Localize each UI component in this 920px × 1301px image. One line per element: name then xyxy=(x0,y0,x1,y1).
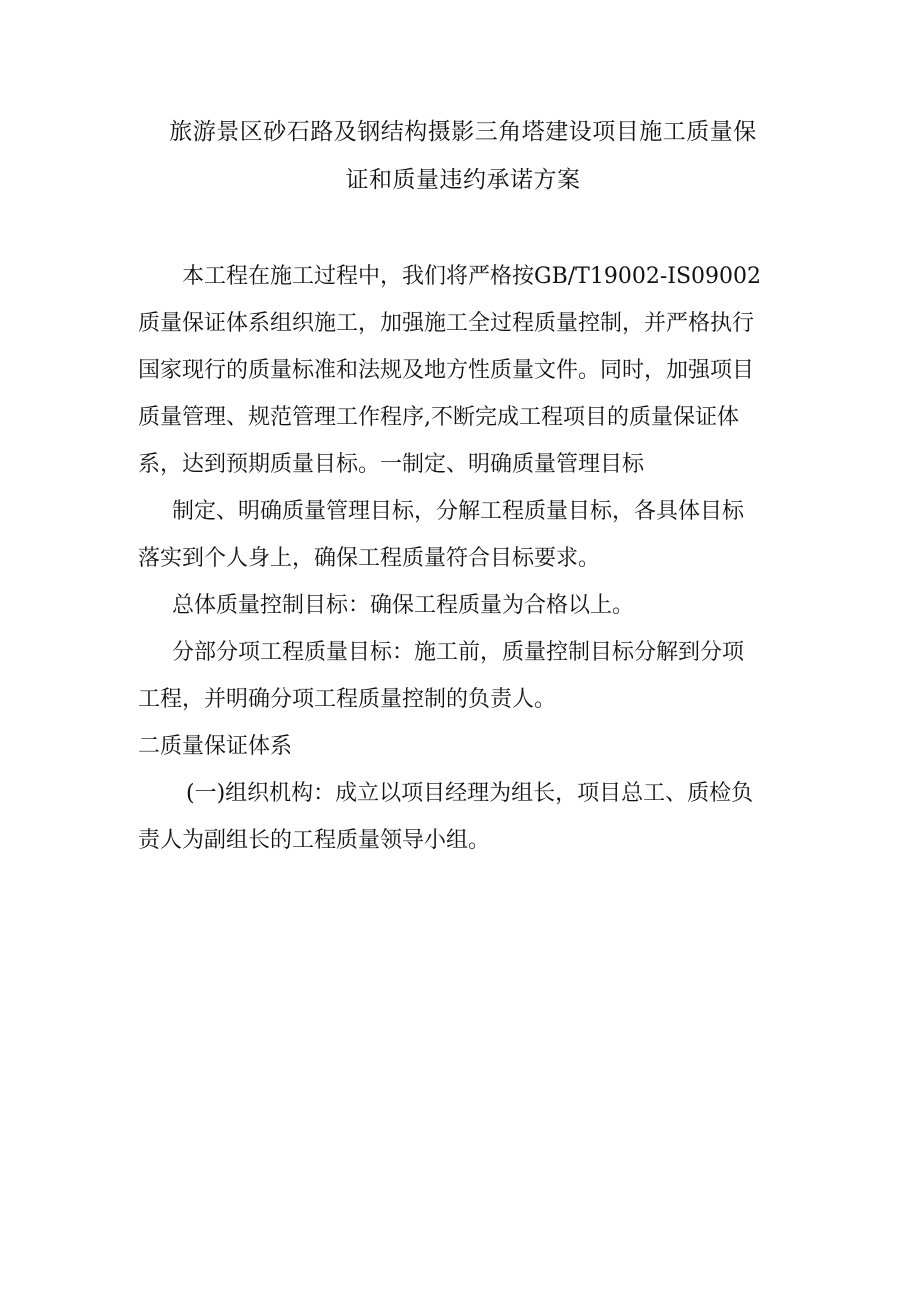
paragraph-line: 责人为副组长的工程质量领导小组。 xyxy=(138,828,491,853)
title-line-2: 证和质量违约承诺方案 xyxy=(345,167,581,193)
paragraph-quality-goals xyxy=(138,488,788,582)
paragraph-line: 国家现行的质量标准和法规及地方性质量文件。同时，加强项目 xyxy=(138,358,755,383)
paragraph-line: (一)组织机构：成立以项目经理为组长，项目总工、质检负 xyxy=(186,781,754,806)
paragraph-line: 质量管理、规范管理工作程序,不断完成工程项目的质量保证体 xyxy=(138,405,739,430)
paragraph-line: 分部分项工程质量目标：施工前，质量控制目标分解到分项 xyxy=(172,640,745,665)
paragraph-line: 制定、明确质量管理目标，分解工程质量目标，各具体目标 xyxy=(172,499,745,524)
section-heading xyxy=(138,723,788,770)
document-body xyxy=(138,253,788,864)
paragraph-line: 落实到个人身上，确保工程质量符合目标要求。 xyxy=(138,546,601,571)
section-heading-text: 二质量保证体系 xyxy=(138,734,293,759)
paragraph-line: 系，达到预期质量目标。一制定、明确质量管理目标 xyxy=(138,452,645,477)
paragraph-sub-targets xyxy=(138,629,788,723)
paragraph-line: 本工程在施工过程中，我们将严格按GB/T19002-IS09002 xyxy=(182,264,761,289)
document-title xyxy=(138,108,788,204)
paragraph-line: 工程，并明确分项工程质量控制的负责人。 xyxy=(138,687,557,712)
title-line-1: 旅游景区砂石路及钢结构摄影三角塔建设项目施工质量保 xyxy=(169,119,757,145)
paragraph-intro xyxy=(138,253,788,488)
paragraph-organization xyxy=(138,770,788,864)
paragraph-line: 质量保证体系组织施工，加强施工全过程质量控制，并严格执行 xyxy=(138,311,755,336)
paragraph-line: 总体质量控制目标：确保工程质量为合格以上。 xyxy=(172,593,635,618)
paragraph-overall-target xyxy=(138,582,788,629)
